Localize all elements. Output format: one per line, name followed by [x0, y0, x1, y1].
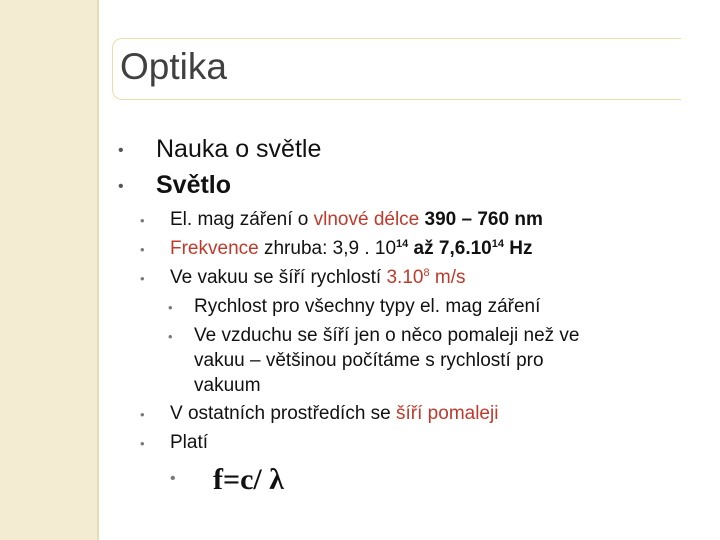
left-decorative-band: [0, 0, 97, 540]
formula-bullet: •: [170, 470, 176, 487]
exponent: 14: [491, 238, 504, 250]
exponent: 8: [423, 267, 430, 279]
bullet-glyph: •: [140, 407, 145, 422]
item-text: [170, 209, 543, 231]
item-text: Platí: [170, 432, 209, 453]
left-decorative-rule: [97, 0, 99, 540]
text-part: 390 – 760 nm: [419, 209, 543, 230]
subitem-text: Rychlost pro všechny typy el. mag záření: [194, 296, 541, 317]
bullet-glyph: •: [140, 213, 145, 228]
highlight-text: 3.10: [386, 267, 424, 288]
highlight-text: m/s: [429, 267, 466, 288]
text-part: Hz: [503, 238, 533, 259]
bullet-text: Nauka o světle: [156, 135, 322, 163]
bullet-glyph: •: [140, 436, 145, 451]
text-part: Ve vakuu se šíří rychlostí: [170, 267, 387, 288]
subitem-text-line3: vakuum: [194, 375, 261, 396]
subitem-text-line1: Ve vzduchu se šíří jen o něco pomaleji než ve: [194, 325, 580, 346]
text-part: zhruba: 3,9 . 10: [258, 238, 397, 259]
bullet-glyph: •: [118, 142, 124, 159]
item-text: [170, 238, 532, 260]
bullet-glyph: •: [118, 178, 124, 195]
bullet-text: Světlo: [156, 171, 232, 199]
subitem-text-line2: vakuu – většinou počítáme s rychlostí pro: [194, 350, 544, 371]
bullet-glyph: •: [140, 271, 145, 286]
bullet-glyph: •: [140, 242, 145, 257]
bullet-glyph: •: [168, 300, 173, 315]
text-part: V ostatních prostředích se: [170, 403, 397, 424]
bullet-glyph: •: [168, 329, 173, 344]
exponent: 14: [396, 238, 409, 250]
highlight-text: vlnové délce: [313, 209, 420, 230]
slide-title: Optika: [120, 46, 227, 87]
highlight-text: šíří pomaleji: [396, 403, 499, 424]
item-text: [170, 267, 465, 289]
formula: f=c/ λ: [213, 463, 284, 496]
item-text: [170, 403, 498, 425]
text-part: El. mag záření o: [170, 209, 314, 230]
highlight-text: Frekvence: [170, 238, 259, 259]
text-part: až 7,6.10: [408, 238, 492, 259]
